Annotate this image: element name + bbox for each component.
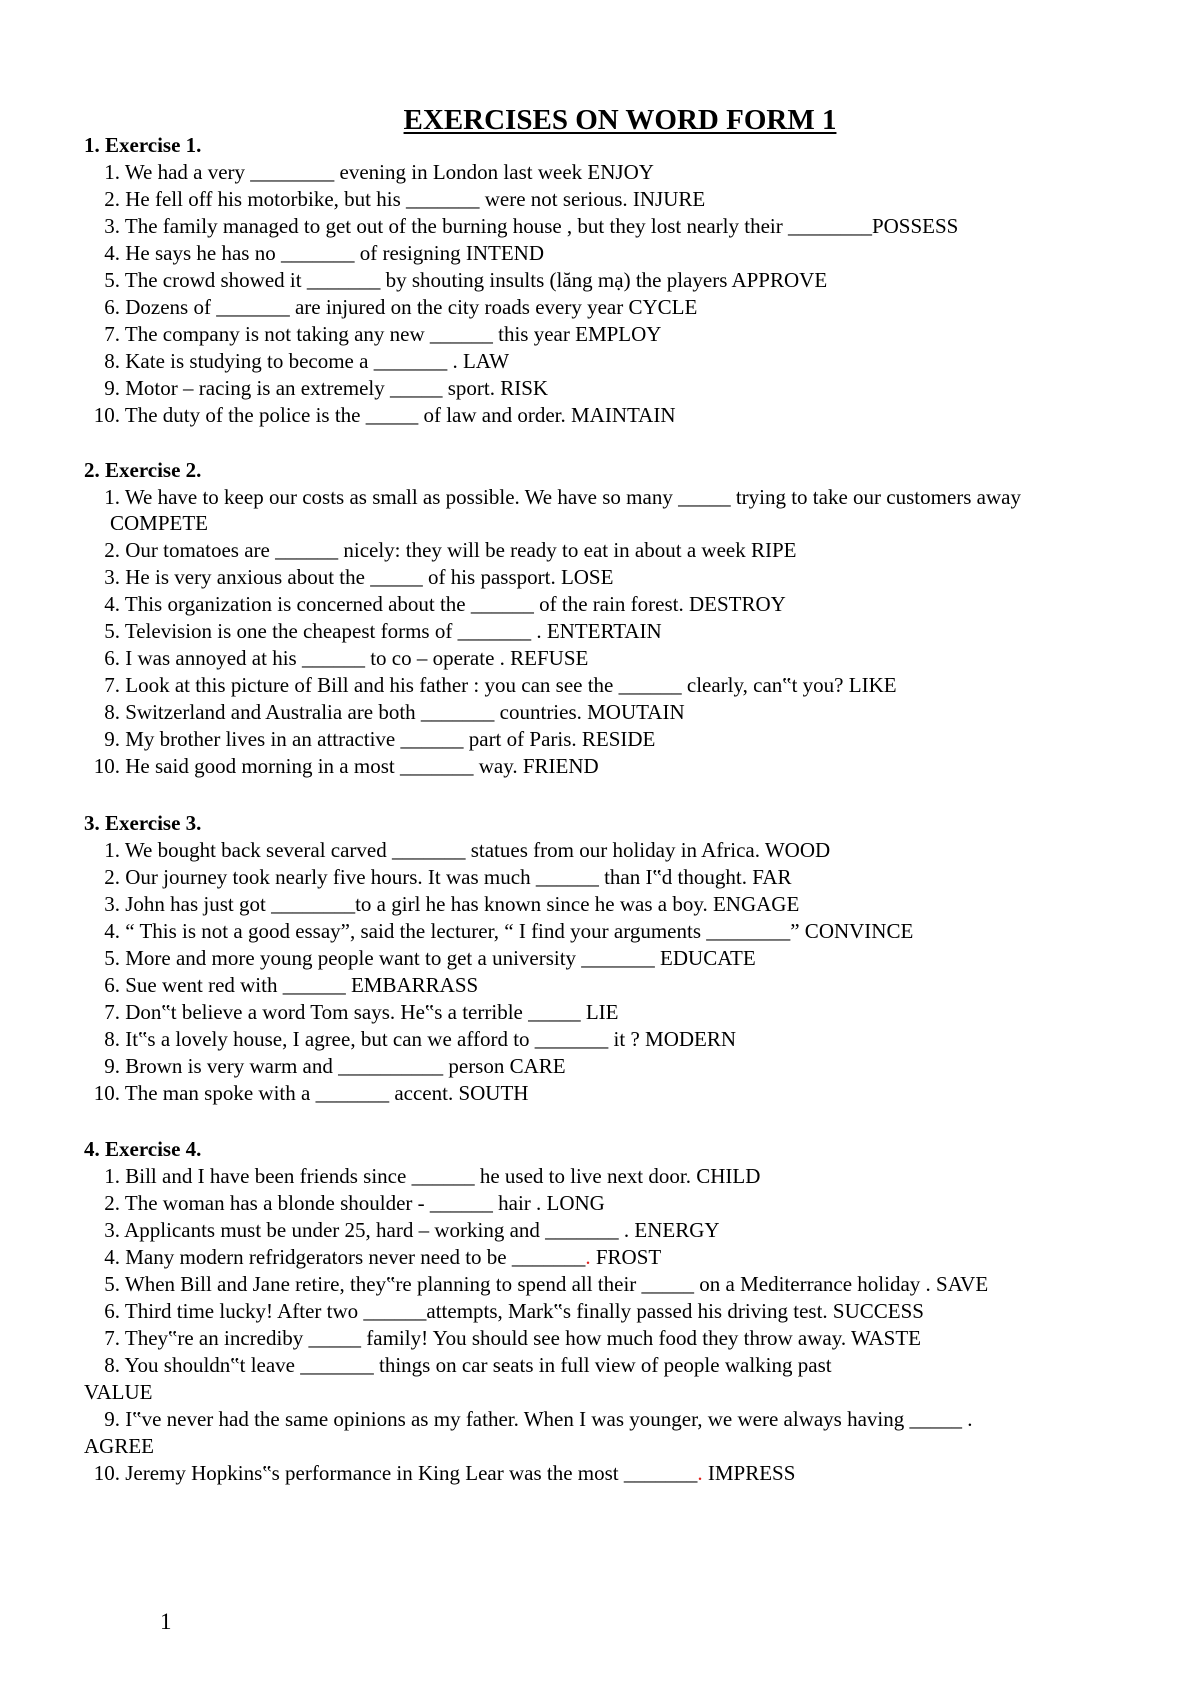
exercise-1-item-9: 9. Motor – racing is an extremely _____ sport. RISK bbox=[104, 376, 549, 400]
exercise-4-item-3: 3. Applicants must be under 25, hard – working and _______ . ENERGY bbox=[104, 1218, 720, 1242]
exercise-4-item-8: 8. You shouldn‟t leave _______ things on car seats in full view of people walking past bbox=[104, 1353, 832, 1377]
exercise-2-item-2: 2. Our tomatoes are ______ nicely: they will be ready to eat in about a week RIPE bbox=[104, 538, 797, 562]
exercise-3-heading: 3. Exercise 3. bbox=[84, 811, 202, 835]
exercise-4-item-8-continuation: VALUE bbox=[84, 1380, 153, 1404]
exercise-1-item-5: 5. The crowd showed it _______ by shouting insults (lăng mạ) the players APPROVE bbox=[104, 268, 828, 292]
exercise-3-item-5: 5. More and more young people want to get a university _______ EDUCATE bbox=[104, 946, 756, 970]
exercise-2-item-4: 4. This organization is concerned about the ______ of the rain forest. DESTROY bbox=[104, 592, 786, 616]
page-number: 1 bbox=[160, 1609, 172, 1634]
exercise-4-item-9: 9. I‟ve never had the same opinions as my father. When I was younger, we were always having _____ . bbox=[104, 1407, 973, 1431]
exercise-1-item-4: 4. He says he has no _______ of resigning INTEND bbox=[104, 241, 545, 265]
exercise-3-item-2: 2. Our journey took nearly five hours. It was much ______ than I‟d thought. FAR bbox=[104, 865, 792, 889]
exercise-4-item-10: 10. Jeremy Hopkins‟s performance in King Lear was the most _______. IMPRESS bbox=[93, 1461, 796, 1485]
exercise-2-item-1: 1. We have to keep our costs as small as possible. We have so many _____ trying to take our customers away bbox=[104, 485, 1021, 509]
exercise-2-item-6: 6. I was annoyed at his ______ to co – operate . REFUSE bbox=[104, 646, 589, 670]
red-period-mark: . bbox=[585, 1245, 591, 1269]
exercise-3-item-1: 1. We bought back several carved _______ statues from our holiday in Africa. WOOD bbox=[104, 838, 831, 862]
red-period-mark: . bbox=[697, 1461, 703, 1485]
exercise-3-item-10: 10. The man spoke with a _______ accent. SOUTH bbox=[93, 1081, 529, 1105]
exercise-1-item-7: 7. The company is not taking any new ______ this year EMPLOY bbox=[104, 322, 662, 346]
exercise-4-item-5: 5. When Bill and Jane retire, they‟re planning to spend all their _____ on a Mediterrance holiday . SAVE bbox=[104, 1272, 989, 1296]
exercise-2-item-5: 5. Television is one the cheapest forms of _______ . ENTERTAIN bbox=[104, 619, 662, 643]
exercise-1-item-1: 1. We had a very ________ evening in London last week ENJOY bbox=[104, 160, 654, 184]
exercise-1-item-6: 6. Dozens of _______ are injured on the city roads every year CYCLE bbox=[104, 295, 698, 319]
exercise-4-item-4: 4. Many modern refridgerators never need to be _______. FROST bbox=[104, 1245, 662, 1269]
exercise-1-item-8: 8. Kate is studying to become a _______ . LAW bbox=[104, 349, 510, 373]
exercise-2-item-10: 10. He said good morning in a most _______ way. FRIEND bbox=[93, 754, 599, 778]
exercise-1-heading: 1. Exercise 1. bbox=[84, 133, 202, 157]
exercise-3-item-9: 9. Brown is very warm and __________ person CARE bbox=[104, 1054, 566, 1078]
exercise-4-item-9-continuation: AGREE bbox=[84, 1434, 154, 1458]
exercise-4-item-1: 1. Bill and I have been friends since ______ he used to live next door. CHILD bbox=[104, 1164, 761, 1188]
exercise-2-item-9: 9. My brother lives in an attractive ______ part of Paris. RESIDE bbox=[104, 727, 656, 751]
exercise-2-item-8: 8. Switzerland and Australia are both _______ countries. MOUTAIN bbox=[104, 700, 685, 724]
exercise-3-item-7: 7. Don‟t believe a word Tom says. He‟s a terrible _____ LIE bbox=[104, 1000, 619, 1024]
exercise-4-item-7: 7. They‟re an incrediby _____ family! You should see how much food they throw away. WASTE bbox=[104, 1326, 921, 1350]
exercise-3-item-6: 6. Sue went red with ______ EMBARRASS bbox=[104, 973, 479, 997]
exercise-3-item-3: 3. John has just got ________to a girl he has known since he was a boy. ENGAGE bbox=[104, 892, 800, 916]
exercise-2-item-1-continuation: COMPETE bbox=[110, 511, 209, 535]
exercise-3-item-4: 4. “ This is not a good essay”, said the lecturer, “ I find your arguments ________” CONVINCE bbox=[104, 919, 914, 943]
page-title: EXERCISES ON WORD FORM 1 bbox=[403, 104, 837, 136]
exercise-4-item-6: 6. Third time lucky! After two ______attempts, Mark‟s finally passed his driving test. SUCCESS bbox=[104, 1299, 924, 1323]
exercise-2-item-3: 3. He is very anxious about the _____ of his passport. LOSE bbox=[104, 565, 614, 589]
exercise-1-item-3: 3. The family managed to get out of the burning house , but they lost nearly their ________POSSESS bbox=[104, 214, 959, 238]
exercise-4-heading: 4. Exercise 4. bbox=[84, 1137, 202, 1161]
exercise-2-heading: 2. Exercise 2. bbox=[84, 458, 202, 482]
exercise-1-item-10: 10. The duty of the police is the _____ of law and order. MAINTAIN bbox=[93, 403, 676, 427]
exercise-3-item-8: 8. It‟s a lovely house, I agree, but can we afford to _______ it ? MODERN bbox=[104, 1027, 737, 1051]
exercise-2-item-7: 7. Look at this picture of Bill and his father : you can see the ______ clearly, can‟t you? LIKE bbox=[104, 673, 897, 697]
exercise-1-item-2: 2. He fell off his motorbike, but his _______ were not serious. INJURE bbox=[104, 187, 706, 211]
exercise-4-item-2: 2. The woman has a blonde shoulder - ______ hair . LONG bbox=[104, 1191, 605, 1215]
